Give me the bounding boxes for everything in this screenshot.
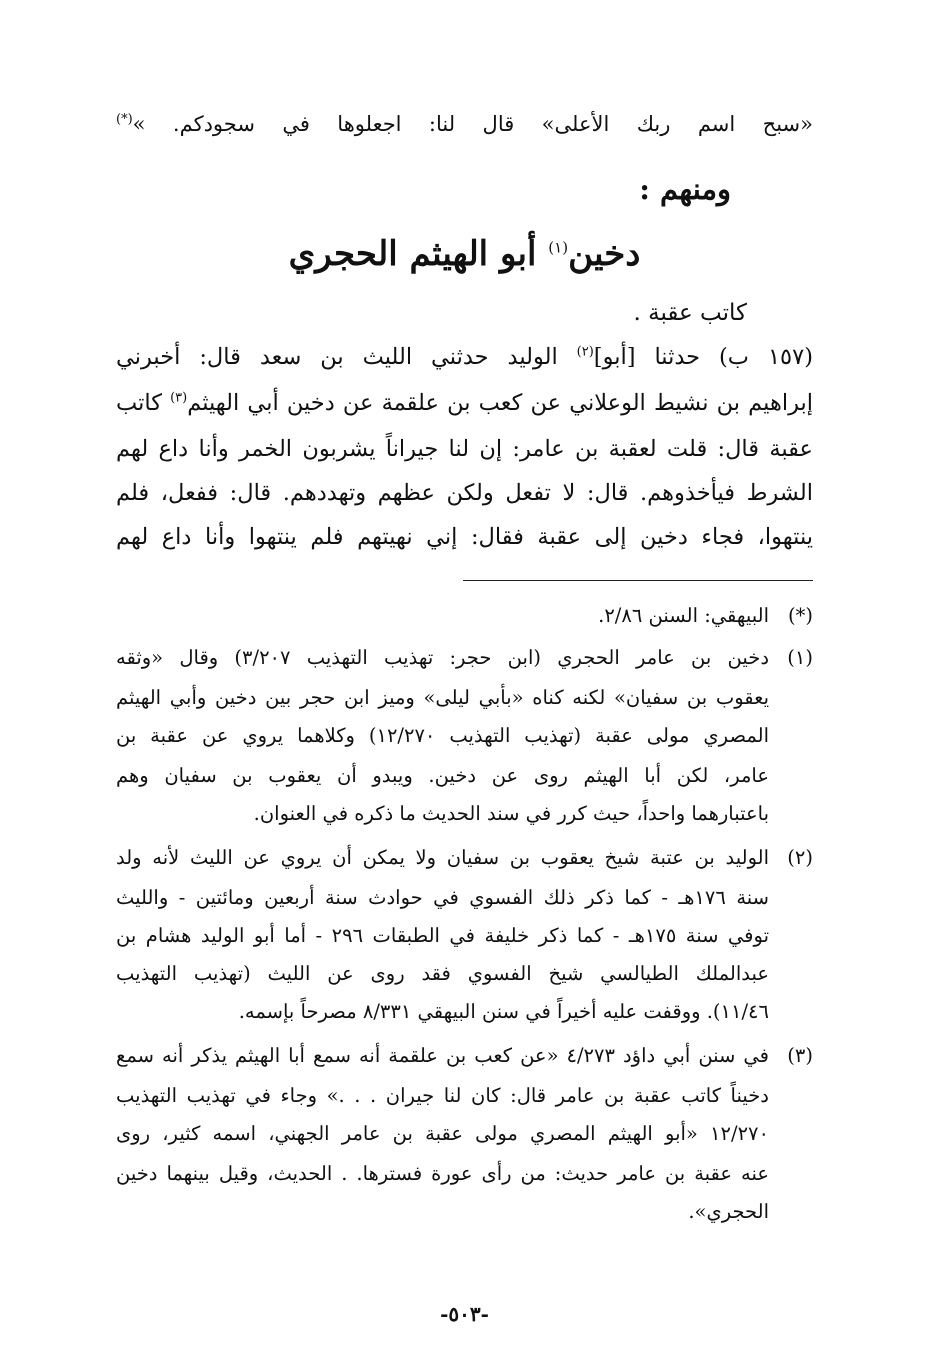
footnote-3-line: الحجري». xyxy=(688,1200,769,1223)
entry-kunya: أبو الهيثم الحجري xyxy=(288,234,537,274)
section-label: ومنهم : xyxy=(639,172,731,206)
body-text: الوليد حدثني الليث بن سعد قال: أخبرني xyxy=(116,344,577,370)
footnote-divider xyxy=(463,580,813,581)
footnote-ref-3: (٣) xyxy=(170,390,188,406)
quote-line xyxy=(116,112,813,137)
body-text: إبراهيم بن نشيط الوعلاني عن كعب بن علقمة عن دخين أبي الهيثم xyxy=(187,390,813,416)
body-line-4: الشرط فيأخذوهم. قال: لا تفعل ولكن عظهم وتهددهم. قال: ففعل، فلم xyxy=(116,480,813,506)
footnote-2-line: الوليد بن عتبة شيخ يعقوب بن سفيان ولا يمكن أن يروي عن الليث لأنه ولد xyxy=(116,846,769,869)
footnote-1-line: دخين بن عامر الحجري (ابن حجر: تهذيب التهذيب ٣/٢٠٧) وقال «وثقه xyxy=(116,646,769,669)
footnote-3-number: (٣) xyxy=(787,1044,813,1067)
quote-text: «سبح اسم ربك الأعلى» قال لنا: اجعلوها في سجودكم. » xyxy=(132,112,813,136)
footnote-ref-2: (٢) xyxy=(576,344,594,360)
body-text: (١٥٧ ب) حدثنا [أبو] xyxy=(593,344,813,370)
entry-name-footnote-ref: (١) xyxy=(548,238,569,257)
footnote-2-line: ١١/٤٦). ووقفت عليه أخيراً في سنن البيهقي ٨/٣٣١ مصرحاً بإسمه. xyxy=(238,1000,769,1023)
entry-subtitle: كاتب عقبة . xyxy=(633,300,747,326)
footnote-2-line: عبدالملك الطيالسي شيخ الفسوي فقد روى عن الليث (تهذيب التهذيب xyxy=(116,962,769,985)
body-line-1 xyxy=(116,344,813,371)
footnote-2-number: (٢) xyxy=(787,846,813,869)
footnote-3-line: ١٢/٢٧٠ «أبو الهيثم المصري مولى عقبة بن عامر الجهني، اسمه كثير، روى xyxy=(116,1122,769,1145)
footnote-3-line: في سنن أبي داؤد ٤/٢٧٣ «عن كعب بن علقمة أنه سمع أبا الهيثم يذكر أنه سمع xyxy=(116,1044,769,1067)
entry-name: دخين xyxy=(568,234,641,274)
body-line-2 xyxy=(116,390,813,417)
footnote-3-line: عنه عقبة بن عامر حديث: من رأى عورة فسترها. . الحديث، وقيل بينهما دخين xyxy=(116,1162,769,1185)
body-text: كاتب xyxy=(116,390,171,416)
quote-footnote-ref: (*) xyxy=(116,112,133,127)
footnote-star-text: البيهقي: السنن ٢/٨٦. xyxy=(598,604,769,627)
footnote-2-line: توفي سنة ١٧٥هـ - كما ذكر خليفة في الطبقات ٢٩٦ - أما أبو الوليد هشام بن xyxy=(116,924,769,947)
footnote-1-line: عامر، لكن أبا الهيثم روى عن دخين. ويبدو أن يعقوب بن سفيان وهم xyxy=(116,764,769,787)
footnote-1-number: (١) xyxy=(787,646,813,669)
footnote-1-line: يعقوب بن سفيان» لكنه كناه «بأبي ليلى» وميز ابن حجر بين دخين وأبي الهيثم xyxy=(116,686,769,709)
entry-heading xyxy=(116,234,813,275)
footnote-3-line: دخيناً كاتب عقبة بن عامر قال: كان لنا جيران . . .» وجاء في تهذيب التهذيب xyxy=(116,1084,769,1107)
footnote-1-line: باعتبارهما واحداً، حيث كرر في سند الحديث ما ذكره في العنوان. xyxy=(253,802,769,825)
footnote-2-line: سنة ١٧٦هـ - كما ذكر ذلك الفسوي في حوادث سنة أربعين ومائتين - والليث xyxy=(116,886,769,909)
body-line-3: عقبة قال: قلت لعقبة بن عامر: إن لنا جيراناً يشربون الخمر وأنا داع لهم xyxy=(116,436,813,462)
footnote-star-number: (*) xyxy=(788,604,813,627)
body-line-5: ينتهوا، فجاء دخين إلى عقبة فقال: إني نهيتهم فلم ينتهوا وأنا داع لهم xyxy=(116,524,813,550)
page-number: -٥٠٣- xyxy=(440,1302,489,1326)
footnote-1-line: المصري مولى عقبة (تهذيب التهذيب ١٢/٢٧٠) وكلاهما يروي عن عقبة بن xyxy=(116,724,769,747)
